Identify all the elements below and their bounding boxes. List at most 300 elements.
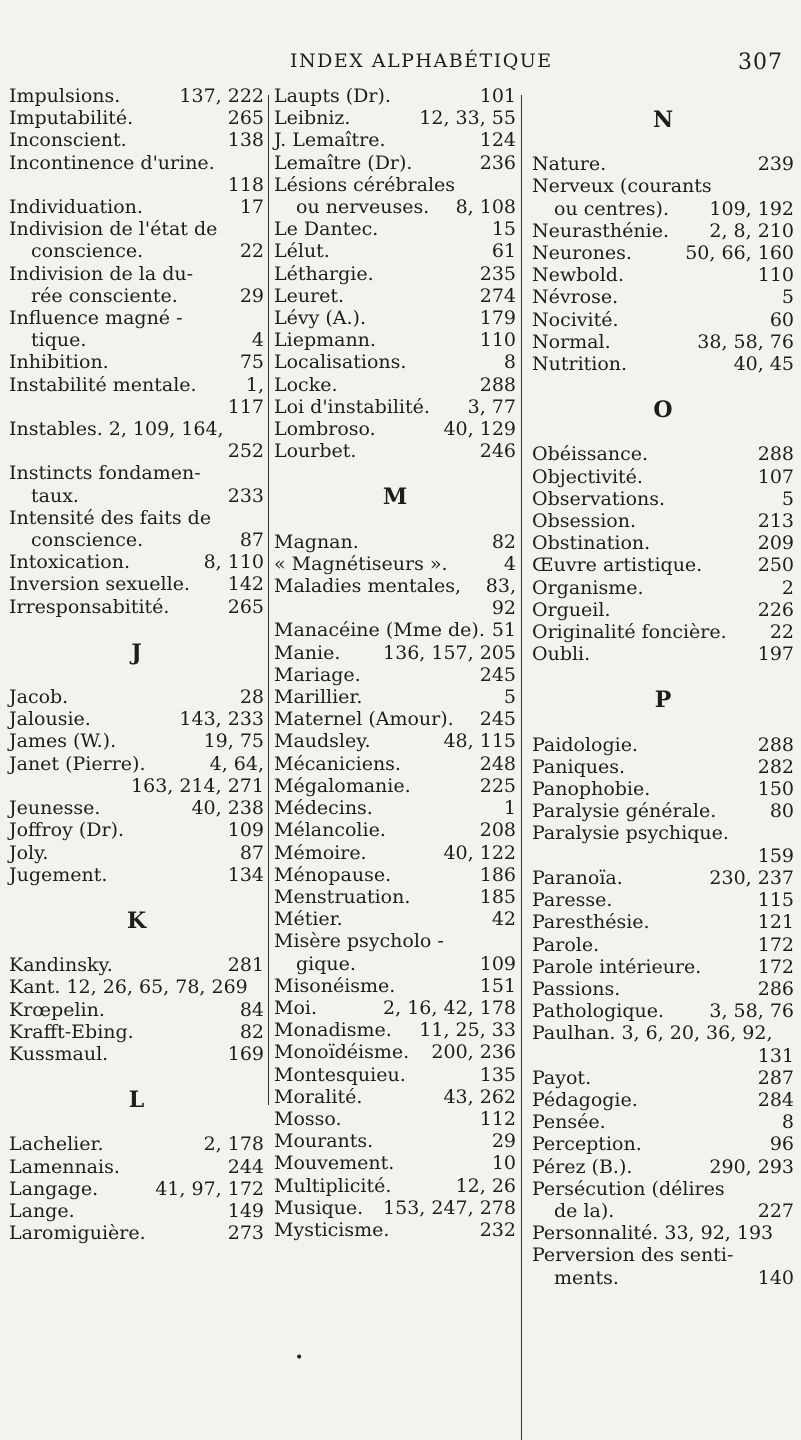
index-entry (274, 329, 516, 351)
entry-pages: 8 (503, 351, 516, 374)
index-entry (9, 240, 264, 262)
entry-term: Moi. (274, 996, 318, 1019)
index-entry (9, 708, 264, 730)
entry-term: Œuvre artistique. (532, 554, 703, 577)
entry-term: Observations. (532, 487, 666, 510)
entry-term (9, 440, 264, 462)
entry-term: Janet (Pierre). (9, 752, 146, 775)
index-entry (9, 85, 264, 107)
entry-pages: 61 (491, 240, 516, 263)
entry-term: Mosso. (274, 1107, 342, 1130)
section-letter: O (653, 397, 673, 424)
entry-term: Joly. (9, 841, 49, 864)
entry-term: Misère psycholo - (274, 930, 444, 953)
index-entry (274, 351, 516, 373)
entry-term: Joffroy (Dr). (9, 819, 125, 842)
column-divider (521, 95, 522, 1440)
entry-pages: 4 (503, 552, 516, 575)
index-entry (274, 1130, 516, 1152)
index-entry (274, 930, 516, 952)
index-entry (9, 107, 264, 129)
entry-pages: 140 (757, 1266, 794, 1289)
entry-term: Normal. (532, 330, 611, 353)
index-entry (274, 708, 516, 730)
entry-term: Monadisme. (274, 1019, 392, 1042)
entry-pages: 265 (227, 595, 264, 618)
section-letter: N (652, 107, 674, 133)
entry-term: Imputabilité. (9, 107, 134, 130)
entry-term: Lemaître (Dr). (274, 151, 413, 174)
entry-term: Mouvement. (274, 1152, 395, 1175)
entry-term: Ménopause. (274, 863, 392, 886)
entry-pages: 232 (479, 1218, 516, 1241)
section-letter: P (654, 687, 672, 714)
entry-term: Maternel (Amour). (274, 708, 454, 731)
entry-pages: 288 (479, 373, 516, 396)
entry-term: Paralysie générale. (532, 800, 717, 823)
index-entry (9, 775, 264, 797)
index-entry (9, 129, 264, 151)
entry-term: Individuation. (9, 196, 143, 219)
index-entry (9, 529, 264, 551)
index-entry (9, 1178, 264, 1200)
entry-pages: 5 (781, 286, 794, 309)
entry-pages: 109, 192 (709, 197, 794, 220)
entry-term: Incontinence d'urine. (9, 151, 215, 174)
entry-term: Neurones. (532, 242, 632, 265)
entry-term (9, 396, 264, 418)
index-entry (274, 953, 516, 975)
entry-term: Pérez (B.). (532, 1155, 633, 1178)
entry-term: Magnan. (274, 530, 359, 553)
entry-term: Lange. (9, 1199, 75, 1222)
index-entry (532, 309, 794, 331)
entry-term: Lombroso. (274, 418, 376, 441)
entry-term (274, 597, 516, 619)
entry-pages: 288 (757, 443, 794, 466)
entry-term: Métier. (274, 908, 343, 931)
entry-pages: 80 (769, 800, 794, 823)
entry-term: Kandinsky. (9, 954, 113, 977)
entry-pages: 273 (227, 1222, 264, 1245)
entry-term: Oubli. (532, 643, 591, 666)
entry-term: Mourants. (274, 1130, 374, 1153)
entry-term: Originalité foncière. (532, 621, 727, 644)
index-entry (532, 1111, 794, 1133)
entry-pages: 2, 8, 210 (709, 219, 794, 242)
page-header: INDEX ALPHABÉTIQUE (290, 50, 553, 72)
entry-pages: 213 (757, 510, 794, 533)
entry-term: Lachelier. (9, 1133, 104, 1156)
index-entry (274, 997, 516, 1019)
entry-pages: 137, 222 (179, 85, 264, 107)
index-entry (274, 686, 516, 708)
index-entry (274, 553, 516, 575)
entry-pages: 15 (491, 218, 516, 241)
entry-term: Nocivité. (532, 308, 619, 331)
entry-term: Inhibition. (9, 351, 109, 374)
entry-term: Jalousie. (9, 708, 91, 731)
entry-term: conscience. (31, 529, 144, 552)
entry-term: Leibniz. (274, 107, 351, 130)
index-entry (9, 1156, 264, 1178)
index-entry (532, 242, 794, 264)
entry-term: Localisations. (274, 351, 407, 374)
entry-pages: 87 (239, 841, 264, 864)
index-entry (274, 396, 516, 418)
entry-pages: 8, 110 (203, 551, 264, 574)
entry-pages: 236 (479, 151, 516, 174)
entry-term: Instables. 2, 109, 164, (9, 418, 224, 441)
index-entry (532, 1244, 794, 1266)
index-entry (274, 307, 516, 329)
index-entry (532, 577, 794, 599)
entry-pages: 5 (781, 487, 794, 510)
entry-pages: 290, 293 (709, 1155, 794, 1178)
entry-pages: 2 (781, 576, 794, 599)
entry-pages: 112 (479, 1107, 516, 1130)
index-entry (9, 1043, 264, 1065)
index-entry (9, 842, 264, 864)
entry-term: Influence magné - (9, 307, 183, 330)
entry-pages: 225 (479, 774, 516, 797)
entry-pages: 286 (757, 977, 794, 1000)
index-entry (274, 864, 516, 886)
entry-pages: 134 (227, 863, 264, 886)
entry-term: Maudsley. (274, 730, 371, 753)
entry-term: Pathologique. (532, 1000, 665, 1023)
index-entry (532, 175, 794, 197)
entry-term: de la). (554, 1199, 615, 1222)
entry-term: Parole. (532, 933, 600, 956)
entry-term: Intensité des faits de (9, 506, 212, 529)
index-entry (9, 1222, 264, 1244)
index-entry (9, 152, 264, 174)
index-entry (274, 975, 516, 997)
entry-pages: 41, 97, 172 (155, 1177, 264, 1200)
index-entry (532, 978, 794, 1000)
section-letter: J (131, 639, 142, 666)
entry-pages: 288 (757, 733, 794, 756)
entry-pages: 287 (757, 1066, 794, 1089)
entry-pages: 29 (239, 284, 264, 307)
entry-pages: 4, 64, (209, 752, 264, 775)
entry-pages: 233 (227, 484, 264, 507)
entry-term: Organisme. (532, 576, 644, 599)
entry-pages: 282 (757, 755, 794, 778)
index-entry (9, 196, 264, 218)
entry-term: Névrose. (532, 286, 619, 309)
index-entry (532, 822, 794, 844)
index-entry (532, 1200, 794, 1222)
index-entry (274, 263, 516, 285)
index-entry (274, 440, 516, 462)
index-entry (532, 198, 794, 220)
entry-pages: 200, 236 (431, 1041, 516, 1064)
index-entry (9, 374, 264, 396)
index-entry (532, 153, 794, 175)
index-entry (274, 196, 516, 218)
entry-term: Nerveux (courants (532, 175, 712, 198)
index-entry (532, 621, 794, 643)
entry-pages: 10 (491, 1152, 516, 1175)
index-entry (532, 1022, 794, 1044)
entry-pages: 22 (769, 621, 794, 644)
index-entry (274, 842, 516, 864)
index-entry (532, 845, 794, 867)
index-entry (532, 510, 794, 532)
entry-term: Perception. (532, 1133, 642, 1156)
index-entry (9, 976, 264, 998)
entry-term: ou nerveuses. (296, 196, 430, 219)
entry-term: Jugement. (9, 863, 108, 886)
entry-pages: 43, 262 (443, 1085, 516, 1108)
entry-term: Nutrition. (532, 353, 628, 376)
entry-pages: 2, 16, 42, 178 (383, 996, 516, 1019)
entry-pages: 121 (757, 911, 794, 934)
entry-pages: 172 (757, 933, 794, 956)
index-entry (274, 797, 516, 819)
entry-pages: 159 (757, 844, 794, 867)
index-entry (532, 220, 794, 242)
section-letter: M (382, 484, 408, 511)
entry-term: Montesquieu. (274, 1063, 406, 1086)
entry-term: tique. (31, 329, 87, 352)
entry-pages: 209 (757, 532, 794, 555)
index-entry (532, 956, 794, 978)
index-entry (274, 753, 516, 775)
index-entry (274, 174, 516, 196)
entry-term: Orgueil. (532, 598, 611, 621)
entry-pages: 19, 75 (203, 730, 264, 753)
index-entry (9, 864, 264, 886)
entry-pages: 151 (479, 974, 516, 997)
entry-pages: 235 (479, 262, 516, 285)
entry-term: Mariage. (274, 663, 361, 686)
entry-pages: 48, 115 (443, 730, 516, 753)
page-number: 307 (738, 50, 783, 75)
entry-pages: 143, 233 (179, 708, 264, 731)
index-column-3 (532, 85, 794, 1289)
entry-term: Leuret. (274, 284, 345, 307)
index-entry (9, 418, 264, 440)
entry-term (9, 174, 264, 196)
index-entry (532, 889, 794, 911)
index-entry (274, 642, 516, 664)
index-entry (532, 1267, 794, 1289)
entry-pages: 40, 238 (191, 797, 264, 820)
entry-pages: 82 (239, 1020, 264, 1043)
index-entry (9, 753, 264, 775)
entry-pages: 4 (251, 329, 264, 352)
entry-term: J. Lemaître. (274, 129, 386, 152)
entry-term: Le Dantec. (274, 218, 379, 241)
entry-pages: 186 (479, 863, 516, 886)
entry-pages: 179 (479, 307, 516, 330)
index-entry (532, 443, 794, 465)
entry-pages: 149 (227, 1199, 264, 1222)
entry-term: Parole intérieure. (532, 955, 702, 978)
entry-term: Impulsions. (9, 85, 121, 107)
index-entry (9, 351, 264, 373)
index-entry (274, 819, 516, 841)
index-entry (274, 218, 516, 240)
entry-term: Kussmaul. (9, 1042, 109, 1065)
index-column-2 (274, 85, 516, 1241)
entry-pages: 230, 237 (709, 866, 794, 889)
entry-pages: 3, 58, 76 (709, 1000, 794, 1023)
entry-pages: 115 (757, 889, 794, 912)
entry-term: Inversion sexuelle. (9, 573, 190, 596)
entry-pages: 12, 33, 55 (419, 107, 516, 130)
entry-pages: 40, 45 (733, 353, 794, 376)
entry-pages: 239 (757, 153, 794, 176)
index-entry (9, 396, 264, 418)
entry-term: Mémoire. (274, 841, 367, 864)
entry-term: Obéissance. (532, 443, 649, 466)
index-entry (532, 264, 794, 286)
entry-term: Lésions cérébrales (274, 173, 456, 196)
entry-pages: 96 (769, 1133, 794, 1156)
entry-pages: 118 (227, 173, 264, 196)
entry-pages: 150 (757, 778, 794, 801)
entry-pages: 83, (485, 575, 516, 598)
entry-pages: 8 (781, 1111, 794, 1134)
entry-term: Krafft-Ebing. (9, 1020, 134, 1043)
index-entry (274, 1152, 516, 1174)
entry-term: Monoïdéisme. (274, 1041, 410, 1064)
entry-pages: 245 (479, 708, 516, 731)
entry-pages: 124 (479, 129, 516, 152)
entry-term: Menstruation. (274, 885, 411, 908)
entry-pages: 11, 25, 33 (419, 1019, 516, 1042)
index-entry (532, 599, 794, 621)
section-letter: L (128, 1087, 145, 1114)
index-entry (532, 867, 794, 889)
index-entry (532, 532, 794, 554)
entry-term: Panophobie. (532, 778, 651, 801)
entry-term: Lévy (A.). (274, 307, 366, 330)
entry-pages: 40, 129 (443, 418, 516, 441)
index-entry (274, 664, 516, 686)
index-entry (532, 1045, 794, 1067)
index-entry (274, 886, 516, 908)
index-entry (532, 1156, 794, 1178)
index-entry (274, 1219, 516, 1241)
entry-term: Instabilité mentale. (9, 373, 197, 396)
index-entry (532, 643, 794, 665)
entry-pages: 50, 66, 160 (685, 242, 794, 265)
entry-pages: 38, 58, 76 (697, 330, 794, 353)
entry-pages: 281 (227, 954, 264, 977)
entry-term: Manacéine (Mme de). (274, 619, 485, 642)
entry-term: conscience. (31, 240, 144, 263)
index-entry (274, 1197, 516, 1219)
entry-term: Instincts fondamen- (9, 462, 201, 485)
index-entry (274, 619, 516, 641)
entry-term: Paresthésie. (532, 911, 650, 934)
index-entry (274, 1019, 516, 1041)
index-entry (9, 307, 264, 329)
entry-term: Paniques. (532, 755, 626, 778)
index-entry (532, 734, 794, 756)
entry-term: gique. (296, 952, 356, 975)
entry-term: Locke. (274, 373, 338, 396)
entry-term: Paresse. (532, 889, 613, 912)
entry-pages: 109 (479, 952, 516, 975)
index-entry (274, 730, 516, 752)
index-entry (9, 999, 264, 1021)
entry-term: Mélancolie. (274, 819, 386, 842)
index-entry (532, 778, 794, 800)
index-entry (274, 107, 516, 129)
entry-pages: 227 (757, 1199, 794, 1222)
section-letter: K (126, 907, 147, 934)
entry-pages: 29 (491, 1130, 516, 1153)
entry-term (532, 1045, 794, 1067)
index-entry (274, 1086, 516, 1108)
entry-pages: 101 (479, 85, 516, 107)
index-entry (274, 85, 516, 107)
entry-term: Intoxication. (9, 551, 131, 574)
entry-pages: 2, 178 (203, 1133, 264, 1156)
index-entry (532, 353, 794, 375)
entry-term: Passions. (532, 977, 621, 1000)
entry-term: Mécaniciens. (274, 752, 401, 775)
entry-pages: 107 (757, 465, 794, 488)
entry-term: Lamennais. (9, 1155, 120, 1178)
index-entry (532, 488, 794, 510)
index-entry (274, 775, 516, 797)
index-entry (9, 1021, 264, 1043)
entry-pages: 172 (757, 955, 794, 978)
index-entry (274, 575, 516, 597)
entry-pages: 84 (239, 998, 264, 1021)
entry-pages: 252 (227, 440, 264, 463)
entry-pages: 153, 247, 278 (383, 1196, 516, 1219)
index-entry (9, 954, 264, 976)
index-entry (274, 531, 516, 553)
index-entry (9, 797, 264, 819)
index-entry (9, 485, 264, 507)
entry-term: Payot. (532, 1066, 592, 1089)
entry-pages: 110 (479, 329, 516, 352)
index-entry (9, 507, 264, 529)
index-entry (9, 730, 264, 752)
index-entry (9, 596, 264, 618)
index-entry (532, 286, 794, 308)
index-entry (9, 462, 264, 484)
entry-term: Obstination. (532, 532, 651, 555)
entry-term: Lélut. (274, 240, 330, 263)
index-entry (532, 1067, 794, 1089)
index-entry (9, 440, 264, 462)
entry-pages: 245 (479, 663, 516, 686)
index-entry (274, 129, 516, 151)
entry-term: Multiplicité. (274, 1174, 392, 1197)
index-entry (532, 331, 794, 353)
entry-term: Paulhan. 3, 6, 20, 36, 92, (532, 1022, 773, 1045)
entry-term: Mégalomanie. (274, 774, 411, 797)
entry-pages: 226 (757, 598, 794, 621)
entry-pages: 87 (239, 529, 264, 552)
entry-term: Paranoïa. (532, 866, 623, 889)
entry-pages: 12, 26 (455, 1174, 516, 1197)
entry-term: Perversion des senti- (532, 1244, 734, 1267)
index-entry (9, 285, 264, 307)
entry-pages: 117 (227, 395, 264, 418)
entry-pages: 1, (245, 373, 264, 396)
